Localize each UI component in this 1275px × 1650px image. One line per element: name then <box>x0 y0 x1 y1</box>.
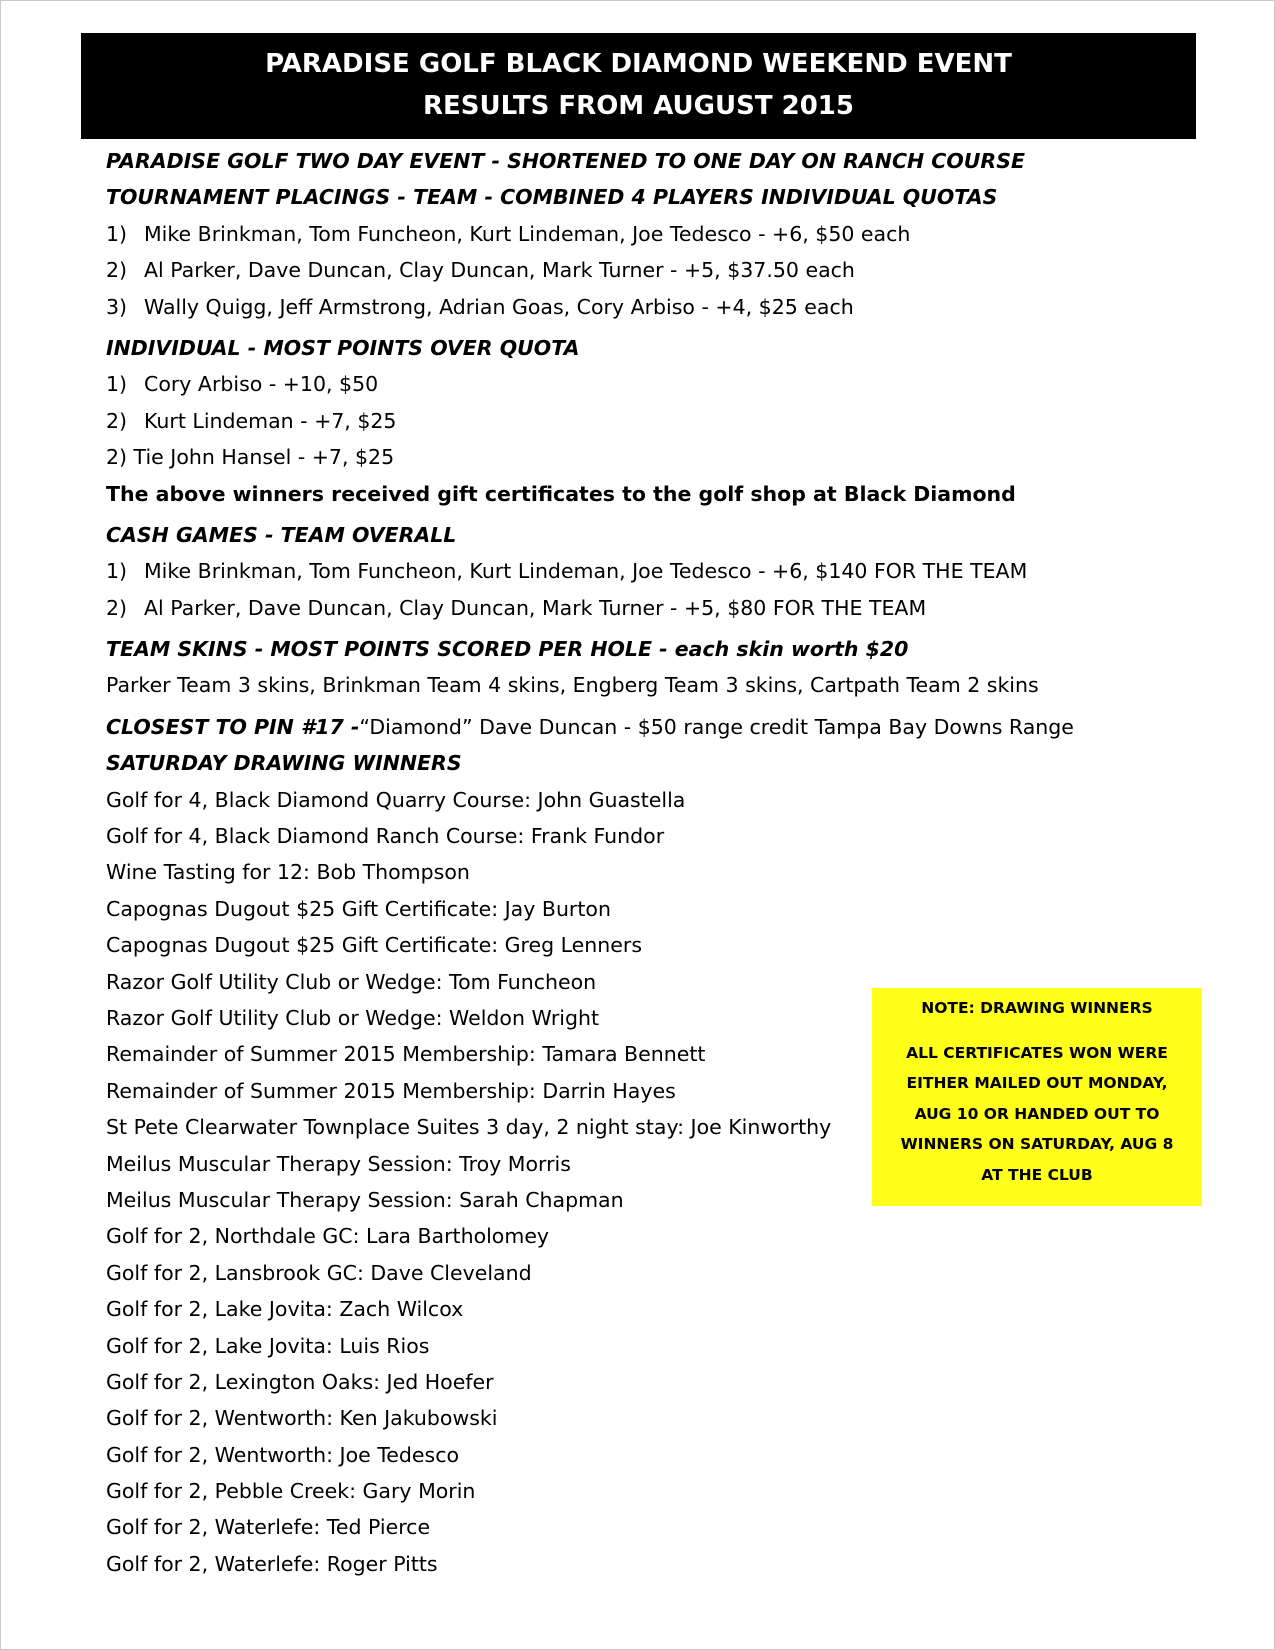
drawing-winner: Razor Golf Utility Club or Wedge: Weldon Wright <box>106 1005 599 1030</box>
drawing-winners-note <box>872 988 1202 1206</box>
drawing-winner: Golf for 4, Black Diamond Quarry Course: John Guastella <box>106 787 686 812</box>
list-number: 1) <box>106 372 128 397</box>
drawing-winner: Capognas Dugout $25 Gift Certificate: Greg Lenners <box>106 933 643 958</box>
title-banner <box>81 33 1196 139</box>
drawing-winner: Golf for 2, Pebble Creek: Gary Morin <box>106 1479 476 1504</box>
team-skins-heading: TEAM SKINS - MOST POINTS SCORED PER HOLE - each skin worth $20 <box>106 637 909 662</box>
title-line-2: RESULTS FROM AUGUST 2015 <box>423 91 854 121</box>
drawing-winner: Meilus Muscular Therapy Session: Troy Morris <box>106 1151 571 1176</box>
drawing-winner: Golf for 2, Waterlefe: Roger Pitts <box>106 1551 438 1576</box>
note-line: EITHER MAILED OUT MONDAY, <box>906 1074 1168 1092</box>
list-text: Kurt Lindeman - +7, $25 <box>144 408 397 433</box>
drawing-winner: Golf for 2, Wentworth: Ken Jakubowski <box>106 1406 498 1431</box>
list-item <box>106 216 1166 252</box>
results-content <box>106 143 1166 1582</box>
drawing-winner: Golf for 2, Waterlefe: Ted Pierce <box>106 1515 431 1540</box>
drawing-winner: Golf for 2, Lake Jovita: Luis Rios <box>106 1333 430 1358</box>
list-item <box>106 403 1166 439</box>
list-text: Cory Arbiso - +10, $50 <box>144 372 379 397</box>
event-heading: PARADISE GOLF TWO DAY EVENT - SHORTENED TO ONE DAY ON RANCH COURSE <box>106 149 1025 173</box>
list-text: Al Parker, Dave Duncan, Clay Duncan, Mark Turner - +5, $80 FOR THE TEAM <box>144 595 927 620</box>
list-number: 3) <box>106 294 128 319</box>
list-text: Wally Quigg, Jeff Armstrong, Adrian Goas, Cory Arbiso - +4, $25 each <box>144 294 854 319</box>
list-number: 1) <box>106 221 128 246</box>
title-line-1: PARADISE GOLF BLACK DIAMOND WEEKEND EVENT <box>265 49 1012 79</box>
list-item <box>106 366 1166 402</box>
drawing-winner: Golf for 2, Lexington Oaks: Jed Hoefer <box>106 1369 494 1394</box>
note-line: ALL CERTIFICATES WON WERE <box>906 1043 1168 1062</box>
drawing-winner: St Pete Clearwater Townplace Suites 3 day, 2 night stay: Joe Kinworthy <box>106 1115 832 1140</box>
individual-heading: INDIVIDUAL - MOST POINTS OVER QUOTA <box>106 335 580 360</box>
team-skins-text: Parker Team 3 skins, Brinkman Team 4 skins, Engberg Team 3 skins, Cartpath Team 2 skins <box>106 673 1039 698</box>
list-text: Mike Brinkman, Tom Funcheon, Kurt Lindeman, Joe Tedesco - +6, $140 FOR THE TEAM <box>144 559 1028 584</box>
note-line: AT THE CLUB <box>981 1165 1093 1184</box>
list-number: 2) <box>106 408 128 433</box>
gift-certificate-note: The above winners received gift certificates to the golf shop at Black Diamond <box>106 481 1016 506</box>
drawing-winner: Golf for 2, Wentworth: Joe Tedesco <box>106 1442 460 1467</box>
drawing-winner: Golf for 2, Lake Jovita: Zach Wilcox <box>106 1297 464 1322</box>
cash-games-heading: CASH GAMES - TEAM OVERALL <box>106 522 457 547</box>
note-line: WINNERS ON SATURDAY, AUG 8 <box>900 1135 1174 1153</box>
closest-to-pin-text: “Diamond” Dave Duncan - $50 range credit Tampa Bay Downs Range <box>359 714 1074 739</box>
drawing-winner: Wine Tasting for 12: Bob Thompson <box>106 860 470 885</box>
drawing-winner: Capognas Dugout $25 Gift Certificate: Jay Burton <box>106 896 611 921</box>
list-item <box>106 289 1166 325</box>
note-title: NOTE: DRAWING WINNERS <box>921 999 1153 1017</box>
list-text: Mike Brinkman, Tom Funcheon, Kurt Lindeman, Joe Tedesco - +6, $50 each <box>144 221 911 246</box>
list-number: 1) <box>106 559 128 584</box>
list-text: Al Parker, Dave Duncan, Clay Duncan, Mark Turner - +5, $37.50 each <box>144 258 855 283</box>
tournament-heading: TOURNAMENT PLACINGS - TEAM - COMBINED 4 PLAYERS INDIVIDUAL QUOTAS <box>106 185 998 210</box>
drawing-winner: Remainder of Summer 2015 Membership: Tamara Bennett <box>106 1042 706 1067</box>
drawing-winner: Golf for 4, Black Diamond Ranch Course: Frank Fundor <box>106 824 665 849</box>
closest-to-pin-heading: CLOSEST TO PIN #17 - <box>106 714 360 739</box>
drawing-winner: Golf for 2, Lansbrook GC: Dave Cleveland <box>106 1260 532 1285</box>
drawing-winner: Remainder of Summer 2015 Membership: Darrin Hayes <box>106 1078 676 1103</box>
drawing-winner: Meilus Muscular Therapy Session: Sarah Chapman <box>106 1187 624 1212</box>
list-item <box>106 553 1166 589</box>
saturday-drawing-heading: SATURDAY DRAWING WINNERS <box>106 751 462 776</box>
tie-item: 2) Tie John Hansel - +7, $25 <box>106 445 395 470</box>
drawing-winner: Golf for 2, Northdale GC: Lara Bartholomey <box>106 1224 550 1249</box>
drawing-winner: Razor Golf Utility Club or Wedge: Tom Funcheon <box>106 969 597 994</box>
note-line: AUG 10 OR HANDED OUT TO <box>914 1104 1160 1123</box>
list-number: 2) <box>106 595 128 620</box>
list-number: 2) <box>106 258 128 283</box>
list-item <box>106 590 1166 626</box>
closest-to-pin <box>106 709 1166 745</box>
list-item <box>106 252 1166 288</box>
